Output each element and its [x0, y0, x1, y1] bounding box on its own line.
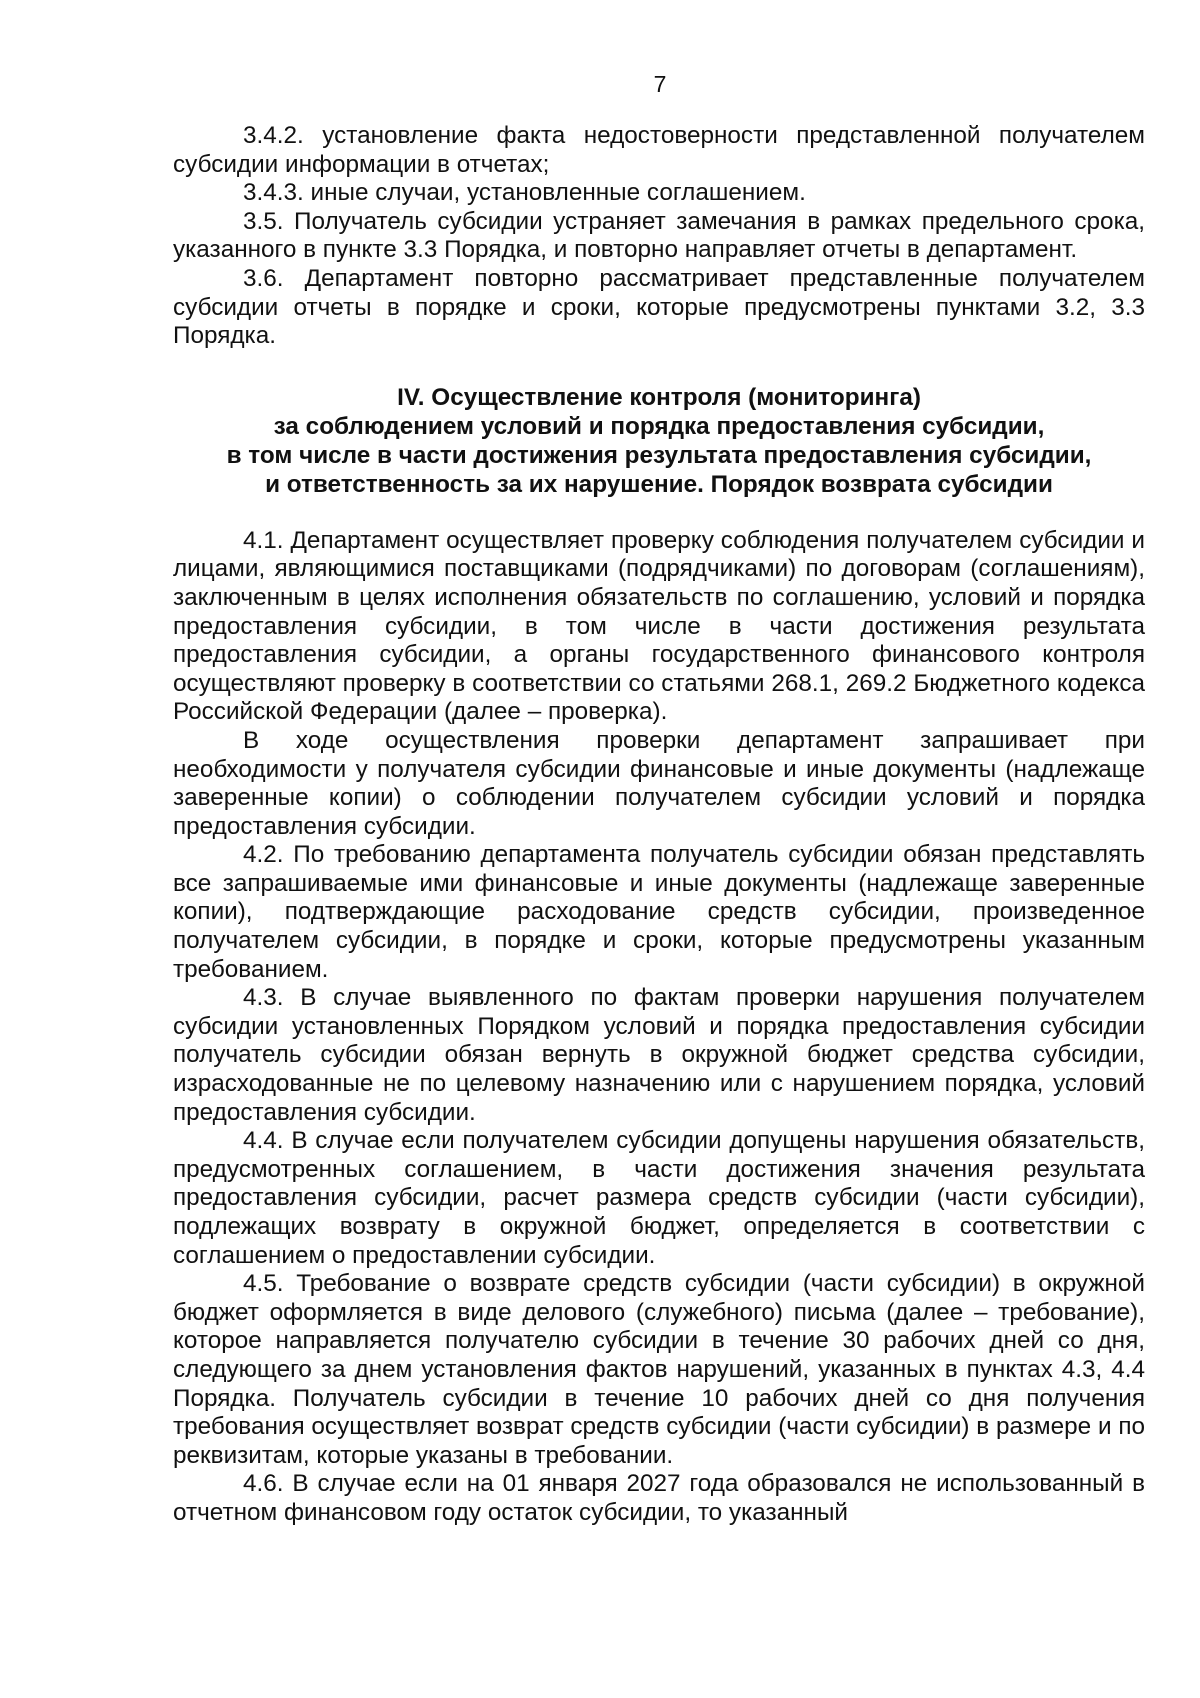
paragraph-4-4: 4.4. В случае если получателем субсидии допущены нарушения обязательств, предусмотренных соглашением, в части достижения значения результата предоставления субсидии, расчет размера средств субсидии (части субсидии), подлежащих возврату в окружной бюджет, определяется в соответствии с соглашением о предоставлении субсидии.: [173, 1127, 1145, 1269]
section-heading-line: IV. Осуществление контроля (мониторинга): [397, 383, 921, 411]
section-heading-iv: [173, 383, 1145, 499]
section-heading-line: за соблюдением условий и порядка предоставления субсидии,: [273, 412, 1045, 440]
paragraph-3-4-2: 3.4.2. установление факта недостоверности представленной получателем субсидии информации в отчетах;: [173, 122, 1145, 178]
paragraph-3-6: 3.6. Департамент повторно рассматривает представленные получателем субсидии отчеты в порядке и сроки, которые предусмотрены пунктами 3.2, 3.3 Порядка.: [173, 264, 1145, 350]
paragraph-3-4-3: 3.4.3. иные случаи, установленные соглашением.: [243, 179, 806, 207]
paragraph-4-6: 4.6. В случае если на 01 января 2027 года образовался не использованный в отчетном финансовом году остаток субсидии, то указанный: [173, 1470, 1145, 1526]
paragraph-4-2: 4.2. По требованию департамента получатель субсидии обязан представлять все запрашиваемые ими финансовые и иные документы (надлежаще заверенные копии), подтверждающие расходование средств субсидии, произведенное получателем субсидии, в порядке и сроки, которые предусмотрены указанным требованием.: [173, 841, 1145, 983]
paragraph-3-5: 3.5. Получатель субсидии устраняет замечания в рамках предельного срока, указанного в пункте 3.3 Порядка, и повторно направляет отчеты в департамент.: [173, 207, 1145, 264]
paragraph-4-1: 4.1. Департамент осуществляет проверку соблюдения получателем субсидии и лицами, являющимися поставщиками (подрядчиками) по договорам (соглашениям), заключенным в целях исполнения обязательств по соглашению, условий и порядка предоставления субсидии, в том числе в части достижения результата предоставления субсидии, а органы государственного финансового контроля осуществляют проверку в соответствии со статьями 268.1, 269.2 Бюджетного кодекса Российской Федерации (далее – проверка).: [173, 526, 1145, 726]
section-heading-line: и ответственность за их нарушение. Порядок возврата субсидии: [265, 470, 1053, 498]
paragraph-4-1-continued: В ходе осуществления проверки департамент запрашивает при необходимости у получателя субсидии финансовые и иные документы (надлежаще заверенные копии) о соблюдении получателем субсидии условий и порядка предоставления субсидии.: [173, 726, 1145, 840]
section-heading-line: в том числе в части достижения результата предоставления субсидии,: [226, 441, 1092, 469]
paragraph-4-5: 4.5. Требование о возврате средств субсидии (части субсидии) в окружной бюджет оформляется в виде делового (служебного) письма (далее – требование), которое направляется получателю субсидии в течение 30 рабочих дней со дня, следующего за днем установления фактов нарушений, указанных в пунктах 4.3, 4.4 Порядка. Получатель субсидии в течение 10 рабочих дней со дня получения требования осуществляет возврат средств субсидии (части субсидии) в размере и по реквизитам, которые указаны в требовании.: [173, 1270, 1145, 1469]
page-number: 7: [653, 71, 667, 97]
document-body: [173, 122, 1145, 1528]
paragraph-4-3: 4.3. В случае выявленного по фактам проверки нарушения получателем субсидии установленных Порядком условий и порядка предоставления субсидии получатель субсидии обязан вернуть в окружной бюджет средства субсидии, израсходованные не по целевому назначению или с нарушением порядка, условий предоставления субсидии.: [173, 984, 1145, 1126]
